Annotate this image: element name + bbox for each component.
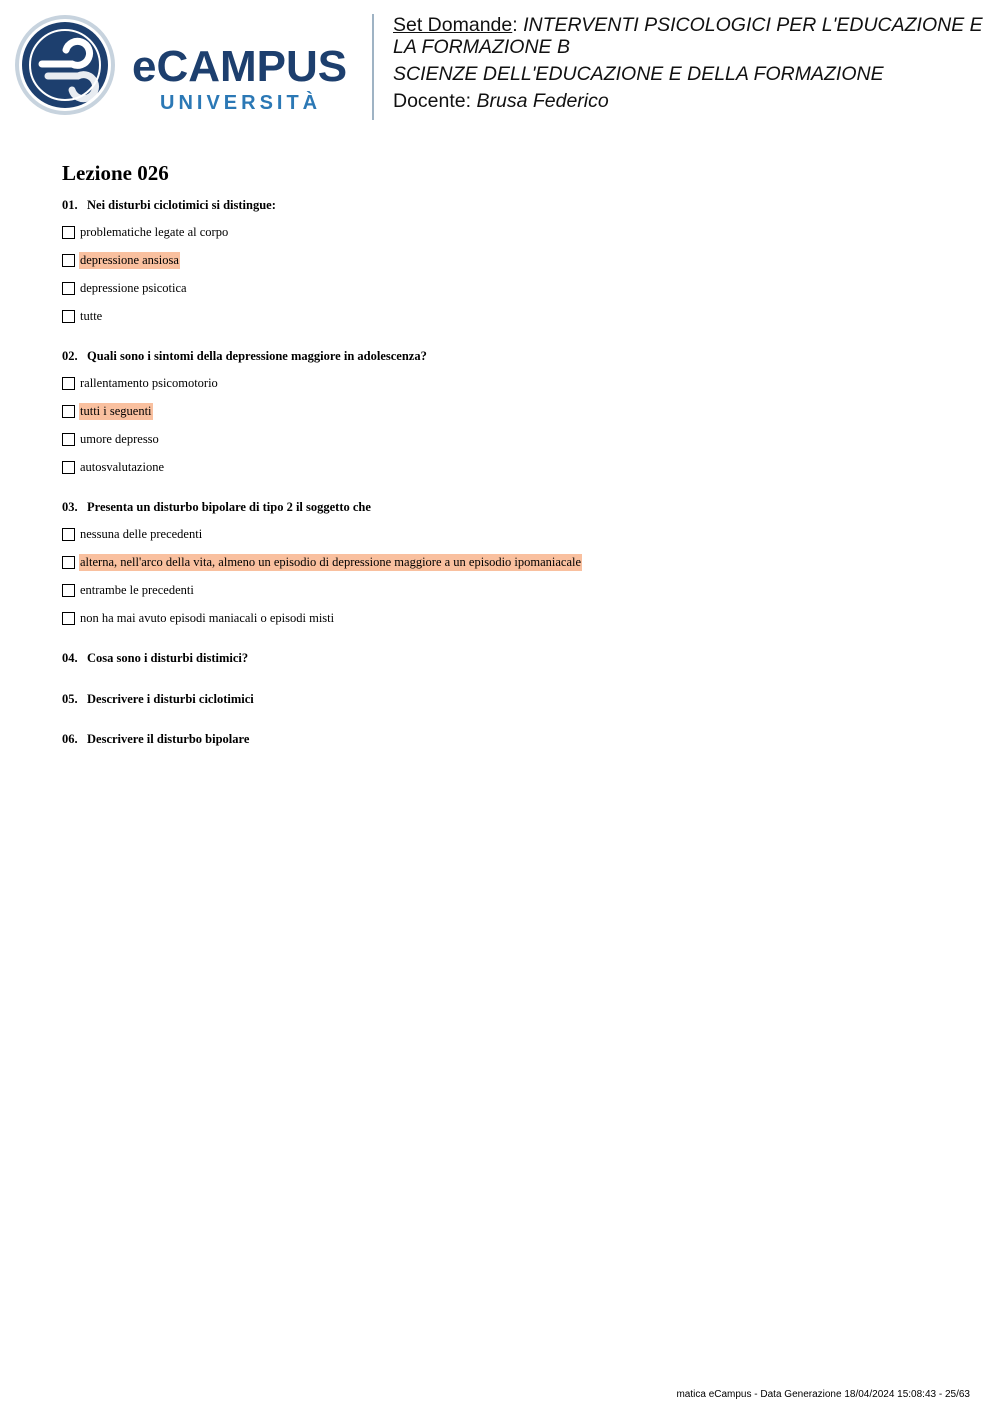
checkbox[interactable] — [62, 556, 75, 569]
faculty-name: SCIENZE DELL'EDUCAZIONE E DELLA FORMAZIONE — [393, 63, 884, 85]
checkbox[interactable] — [62, 282, 75, 295]
page-header — [0, 0, 1000, 130]
header-info — [393, 14, 1000, 117]
checkbox[interactable] — [62, 254, 75, 267]
teacher-label: Docente: — [393, 90, 472, 112]
question-02: 02. Quali sono i sintomi della depressione maggiore in adolescenza? — [62, 349, 427, 363]
logo-subtitle: UNIVERSITÀ — [160, 92, 322, 114]
lesson-title: Lezione 026 — [62, 161, 169, 185]
ecampus-logo — [14, 14, 359, 118]
highlighted-answer: tutti i seguenti — [80, 403, 152, 418]
checkbox[interactable] — [62, 405, 75, 418]
highlighted-answer: depressione ansiosa — [80, 252, 179, 267]
answer-option[interactable]: umore depresso — [62, 431, 160, 447]
checkbox[interactable] — [62, 226, 75, 239]
answer-option[interactable]: depressione psicotica — [62, 280, 188, 296]
answer-option[interactable] — [62, 554, 582, 570]
answer-option[interactable]: non ha mai avuto episodi maniacali o episodi misti — [62, 610, 335, 626]
answer-option[interactable]: autosvalutazione — [62, 459, 165, 475]
set-label: Set Domande — [393, 14, 513, 36]
question-05: 05. Descrivere i disturbi ciclotimici — [62, 692, 254, 706]
checkbox[interactable] — [62, 433, 75, 446]
teacher-name: Brusa Federico — [476, 90, 609, 112]
answer-option[interactable] — [62, 252, 180, 268]
question-01: 01. Nei disturbi ciclotimici si distingue: — [62, 198, 276, 212]
logo-wordmark: eCAMPUS — [132, 42, 348, 91]
set-line: Set Domande: INTERVENTI PSICOLOGICI PER L'EDUCAZIONE E LA FORMAZIONE B — [393, 14, 983, 58]
answer-option[interactable]: entrambe le precedenti — [62, 582, 195, 598]
answer-option[interactable]: rallentamento psicomotorio — [62, 375, 219, 391]
question-03: 03. Presenta un disturbo bipolare di tipo 2 il soggetto che — [62, 500, 371, 514]
page-footer: matica eCampus - Data Generazione 18/04/2024 15:08:43 - 25/63 — [676, 1389, 970, 1400]
answer-option[interactable] — [62, 403, 153, 419]
answer-option[interactable]: problematiche legate al corpo — [62, 224, 229, 240]
checkbox[interactable] — [62, 584, 75, 597]
question-06: 06. Descrivere il disturbo bipolare — [62, 732, 250, 746]
answer-option[interactable]: tutte — [62, 308, 103, 324]
checkbox[interactable] — [62, 612, 75, 625]
header-divider — [372, 14, 374, 120]
checkbox[interactable] — [62, 310, 75, 323]
teacher-line — [393, 90, 1000, 112]
checkbox[interactable] — [62, 461, 75, 474]
checkbox[interactable] — [62, 528, 75, 541]
question-04: 04. Cosa sono i disturbi distimici? — [62, 651, 249, 665]
highlighted-answer: alterna, nell'arco della vita, almeno un episodio di depressione maggiore a un episodio ipomaniacale — [80, 554, 582, 569]
set-title: INTERVENTI PSICOLOGICI PER L'EDUCAZIONE E LA FORMAZIONE B — [393, 14, 983, 58]
checkbox[interactable] — [62, 377, 75, 390]
answer-option[interactable]: nessuna delle precedenti — [62, 526, 203, 542]
